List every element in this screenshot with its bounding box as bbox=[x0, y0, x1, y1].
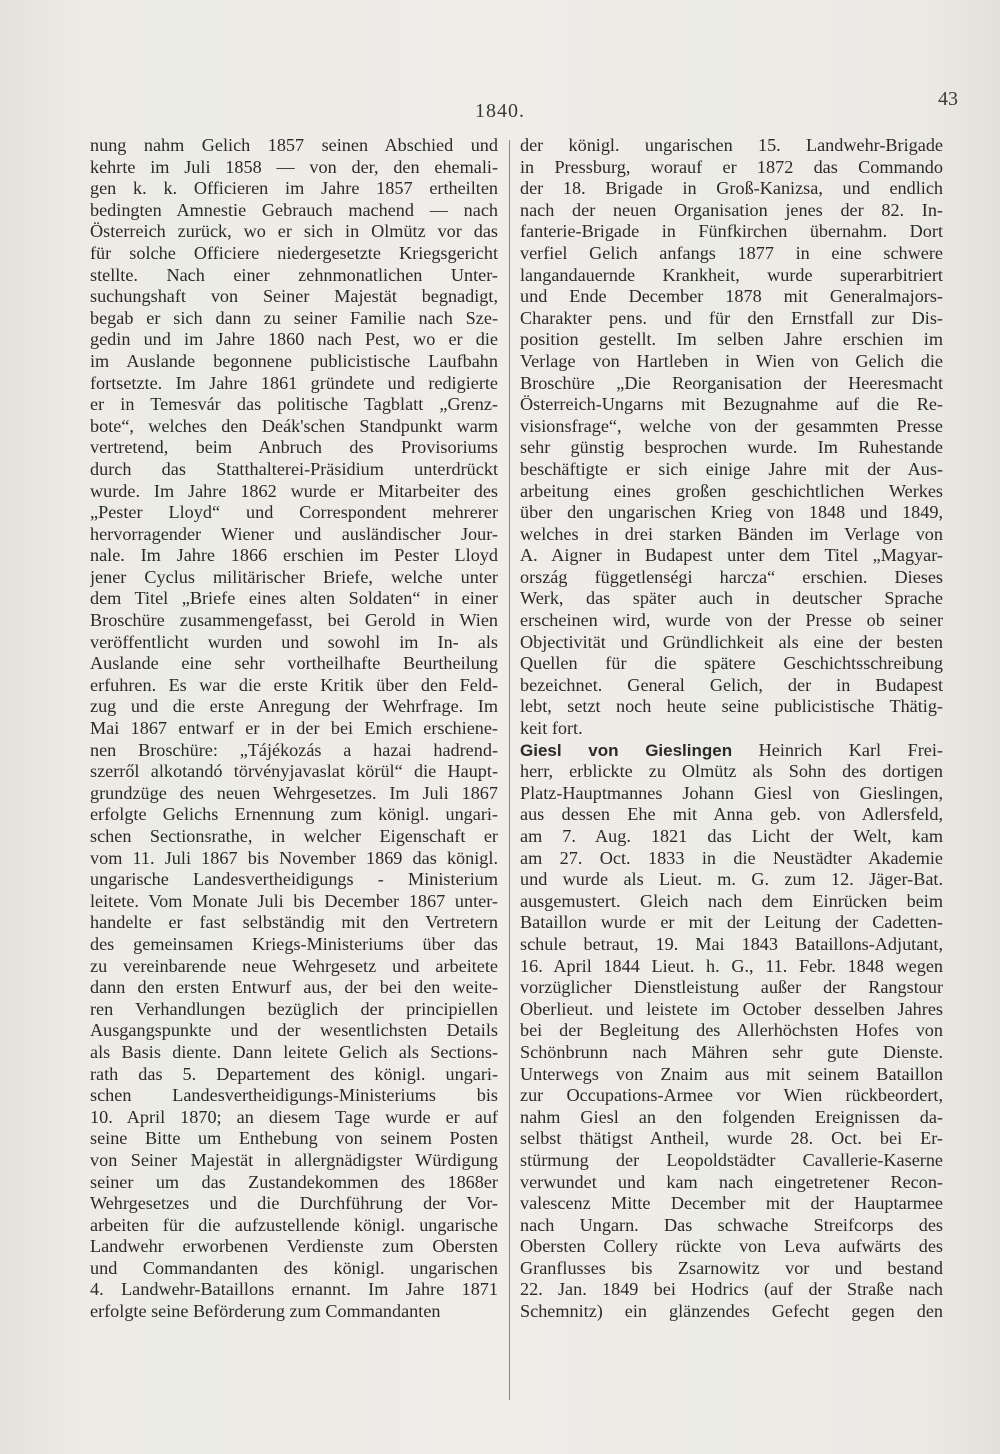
text-line: Broschüre „Die Reorganisation der Heeresmacht bbox=[520, 372, 943, 393]
text-line: in Pressburg, worauf er 1872 das Commando bbox=[520, 156, 943, 177]
text-line: Österreich zurück, wo er sich in Olmütz vor das bbox=[90, 221, 498, 242]
text-line: Wehrgesetzes und die Durchführung der Vor- bbox=[90, 1193, 498, 1214]
text-line: für solche Officiere niedergesetzte Kriegsgericht bbox=[90, 242, 498, 263]
text-line: „Pester Lloyd“ und Correspondent mehrerer bbox=[90, 502, 498, 523]
text-line: Auslande eine sehr vortheilhafte Beurtheilung bbox=[90, 653, 498, 674]
text-line: nale. Im Jahre 1866 erschien im Pester Lloyd bbox=[90, 545, 498, 566]
text-line: und Ende December 1878 mit Generalmajors- bbox=[520, 286, 943, 307]
text-line: fanterie-Brigade in Fünfkirchen übernahm. Dort bbox=[520, 221, 943, 242]
text-line: bedingten Amnestie Gebrauch machend — nach bbox=[90, 199, 498, 220]
text-line: Granflusses bis Zsarnowitz vor und bestand bbox=[520, 1257, 943, 1278]
text-line: Oberlieut. und leistete im October desselben Jahres bbox=[520, 998, 943, 1019]
text-line: grundzüge des neuen Wehrgesetzes. Im Juli 1867 bbox=[90, 782, 498, 803]
text-line: zur Occupations-Armee vor Wien rückbeordert, bbox=[520, 1085, 943, 1106]
text-line: vorzüglicher Dienstleistung außer der Rangstour bbox=[520, 977, 943, 998]
text-line: im Auslande begonnene publicistische Laufbahn bbox=[90, 350, 498, 371]
text-line: welches in drei starken Bänden im Verlage von bbox=[520, 523, 943, 544]
text-line: Ausgangspunkte und der wesentlichsten Details bbox=[90, 1020, 498, 1041]
text-line: Verlage von Hartleben in Wien von Gelich die bbox=[520, 350, 943, 371]
text-line: ország függetlenségi harcza“ erschien. Dieses bbox=[520, 566, 943, 587]
text-line: gen k. k. Officieren im Jahre 1857 ertheilten bbox=[90, 178, 498, 199]
column-divider bbox=[509, 140, 510, 1400]
text-line: hervorragender Wiener und ausländischer Jour- bbox=[90, 523, 498, 544]
text-line: ungarische Landesvertheidigungs - Ministerium bbox=[90, 869, 498, 890]
text-line: keit fort. bbox=[520, 718, 583, 739]
text-line: lebt, setzt noch heute seine publicistische Thätig- bbox=[520, 696, 943, 717]
text-line: nach der neuen Organisation jenes der 82. In- bbox=[520, 199, 943, 220]
text-line: vertretend, beim Anbruch des Provisoriums bbox=[90, 437, 498, 458]
left-text-column bbox=[90, 135, 498, 1323]
text-line: nach Ungarn. Das schwache Streifcorps des bbox=[520, 1214, 943, 1235]
text-line: dann den ersten Entwurf aus, der bei den weite- bbox=[90, 977, 498, 998]
text-line: über den ungarischen Krieg von 1848 und 1849, bbox=[520, 502, 943, 523]
text-line: szerről alkotandó törvényjavaslat körül“ die Haupt- bbox=[90, 761, 498, 782]
text-line: Schemnitz) ein glänzendes Gefecht gegen den bbox=[520, 1301, 943, 1322]
text-line: schen Landesvertheidigungs-Ministeriums bis bbox=[90, 1085, 498, 1106]
text-line: handelte er fast selbständig mit den Vertretern bbox=[90, 912, 498, 933]
text-line: Werk, das später auch in deutscher Sprache bbox=[520, 588, 943, 609]
text-line: beschäftigte er sich einige Jahre mit der Aus- bbox=[520, 458, 943, 479]
text-line: des gemeinsamen Kriegs-Ministeriums über das bbox=[90, 933, 498, 954]
text-line: bei der Begleitung des Allerhöchsten Hofes von bbox=[520, 1020, 943, 1041]
text-line: bote“, welches den Deák'schen Standpunkt warm bbox=[90, 415, 498, 436]
text-line: als Basis diente. Dann leitete Gelich als Sections- bbox=[90, 1041, 498, 1062]
text-line: Österreich-Ungarns mit Bezugnahme auf die Re- bbox=[520, 394, 943, 415]
text-line: aus dessen Ehe mit Anna geb. von Adlersfeld, bbox=[520, 804, 943, 825]
text-line: dem Titel „Briefe eines alten Soldaten“ in einer bbox=[90, 588, 498, 609]
text-line: arbeiten für die aufzustellende königl. ungarische bbox=[90, 1214, 498, 1235]
text-line: zu vereinbarende neue Wehrgesetz und arbeitete bbox=[90, 955, 498, 976]
text-line: durch das Statthalterei-Präsidium unterdrückt bbox=[90, 458, 498, 479]
text-line: von Seiner Majestät in allergnädigster Würdigung bbox=[90, 1149, 498, 1170]
text-line: ren Verhandlungen bezüglich der principiellen bbox=[90, 998, 498, 1019]
text-line: Platz-Hauptmannes Johann Giesl von Gieslingen, bbox=[520, 782, 943, 803]
text-line: rath das 5. Departement des königl. ungari- bbox=[90, 1063, 498, 1084]
text-line: am 7. Aug. 1821 das Licht der Welt, kam bbox=[520, 826, 943, 846]
text-line: Mai 1867 entwarf er in der bei Emich erschiene- bbox=[90, 718, 498, 739]
page-number: 43 bbox=[938, 88, 958, 110]
text-line: Unterwegs von Znaim aus mit seinem Bataillon bbox=[520, 1063, 943, 1084]
text-line: nung nahm Gelich 1857 seinen Abschied und bbox=[90, 135, 498, 155]
text-line: ausgemustert. Gleich nach dem Einrücken beim bbox=[520, 890, 943, 911]
text-line: 4. Landwehr-Bataillons ernannt. Im Jahre 1871 bbox=[90, 1279, 498, 1300]
text-line: langandauernde Krankheit, wurde superarbitriert bbox=[520, 264, 943, 285]
text-line: veröffentlicht wurden und sowohl im In- als bbox=[90, 631, 498, 652]
text-line: Objectivität und Gründlichkeit als eine der besten bbox=[520, 631, 943, 652]
text-line: suchungshaft von Seiner Majestät begnadigt, bbox=[90, 286, 498, 307]
text-line: der 18. Brigade in Groß-Kanizsa, und endlich bbox=[520, 178, 943, 199]
text-line: schen Sectionsrathe, in welcher Eigenschaft er bbox=[90, 826, 498, 846]
text-line: gedin und im Jahre 1860 nach Pest, wo er die bbox=[90, 329, 498, 350]
text-line: A. Aigner in Budapest unter dem Titel „Magyar- bbox=[520, 545, 943, 566]
text-line: Giesl von Gieslingen Heinrich Karl Frei- bbox=[520, 739, 943, 760]
text-line: kehrte im Juli 1858 — von der, den ehemali- bbox=[90, 156, 498, 177]
text-line: leitete. Vom Monate Juli bis December 1867 unter- bbox=[90, 890, 498, 911]
text-line: fortsetzte. Im Jahre 1861 gründete und redigierte bbox=[90, 372, 498, 393]
text-line: erfuhren. Es war die erste Kritik über den Feld- bbox=[90, 674, 498, 695]
text-line: schule betraut, 19. Mai 1843 Bataillons-Adjutant, bbox=[520, 933, 943, 954]
text-line: und wurde als Lieut. m. G. zum 12. Jäger-Bat. bbox=[520, 869, 943, 890]
text-line: der königl. ungarischen 15. Landwehr-Brigade bbox=[520, 135, 943, 155]
text-line: nahm Giesl an den folgenden Ereignissen da- bbox=[520, 1106, 943, 1127]
text-line: seiner um das Zustandekommen des 1868er bbox=[90, 1171, 498, 1192]
text-line: zug und die erste Anregung der Wehrfrage. Im bbox=[90, 696, 498, 717]
text-line: stürmung der Leopoldstädter Cavallerie-Kaserne bbox=[520, 1149, 943, 1170]
text-line: 10. April 1870; an diesem Tage wurde er auf bbox=[90, 1106, 498, 1127]
text-line: 22. Jan. 1849 bei Hodrics (auf der Straße nach bbox=[520, 1279, 943, 1300]
text-line: Charakter pens. und für den Ernstfall zur Dis- bbox=[520, 307, 943, 328]
text-line: am 27. Oct. 1833 in die Neustädter Akademie bbox=[520, 847, 943, 868]
right-text-column bbox=[520, 135, 943, 1323]
text-line: verfiel Gelich anfangs 1877 in eine schwere bbox=[520, 242, 943, 263]
text-line: erfolgte Gelichs Ernennung zum königl. ungari- bbox=[90, 804, 498, 825]
text-line: valescenz Mitte December mit der Hauptarmee bbox=[520, 1193, 943, 1214]
text-line: sehr günstig besprochen wurde. Im Ruhestande bbox=[520, 437, 943, 458]
text-line: seine Bitte um Enthebung von seinem Posten bbox=[90, 1128, 498, 1149]
text-line: 16. April 1844 Lieut. h. G., 11. Febr. 1848 wegen bbox=[520, 955, 943, 976]
text-line: arbeitung eines großen geschichtlichen Werkes bbox=[520, 480, 943, 501]
text-line: herr, erblickte zu Olmütz als Sohn des dortigen bbox=[520, 761, 943, 782]
text-line: selbst thätigst Antheil, wurde 28. Oct. bei Er- bbox=[520, 1128, 943, 1149]
text-line: wurde. Im Jahre 1862 wurde er Mitarbeiter des bbox=[90, 480, 498, 501]
text-line: bezeichnet. General Gelich, der in Budapest bbox=[520, 674, 943, 695]
text-line: nen Broschüre: „Tájékozás a hazai hadrend- bbox=[90, 739, 498, 760]
text-line: Bataillon wurde er mit der Leitung der Cadetten- bbox=[520, 912, 943, 933]
text-line: verwundet und kam nach eingetretener Recon- bbox=[520, 1171, 943, 1192]
text-line: stellte. Nach einer zehnmonatlichen Unter- bbox=[90, 264, 498, 285]
text-line: er in Temesvár das politische Tagblatt „Grenz- bbox=[90, 394, 498, 415]
text-line: visionsfrage“, welche von der gesammten Presse bbox=[520, 415, 943, 436]
text-line: Broschüre zusammengefasst, bei Gerold in Wien bbox=[90, 610, 498, 631]
text-line: position gestellt. Im selben Jahre erschien im bbox=[520, 329, 943, 350]
text-line: Landwehr erworbenen Verdienste zum Obersten bbox=[90, 1236, 498, 1257]
text-line: erscheinen wird, wurde von der Presse ob seiner bbox=[520, 610, 943, 631]
text-line: begab er sich dann zu seiner Familie nach Sze- bbox=[90, 307, 498, 328]
text-line: jener Cyclus militärischer Briefe, welche unter bbox=[90, 566, 498, 587]
text-line: Schönbrunn nach Mähren sehr gute Dienste. bbox=[520, 1041, 943, 1062]
entry-heading: Giesl von Gieslingen bbox=[520, 740, 733, 760]
text-line: erfolgte seine Beförderung zum Commandanten bbox=[90, 1301, 441, 1322]
text-line: und Commandanten des königl. ungarischen bbox=[90, 1257, 498, 1278]
text-line: Quellen für die spätere Geschichtsschreibung bbox=[520, 653, 943, 674]
page-header-year: 1840. bbox=[475, 100, 525, 122]
text-line: Obersten Collery rückte von Leva aufwärts des bbox=[520, 1236, 943, 1257]
text-line: vom 11. Juli 1867 bis November 1869 das königl. bbox=[90, 847, 498, 868]
